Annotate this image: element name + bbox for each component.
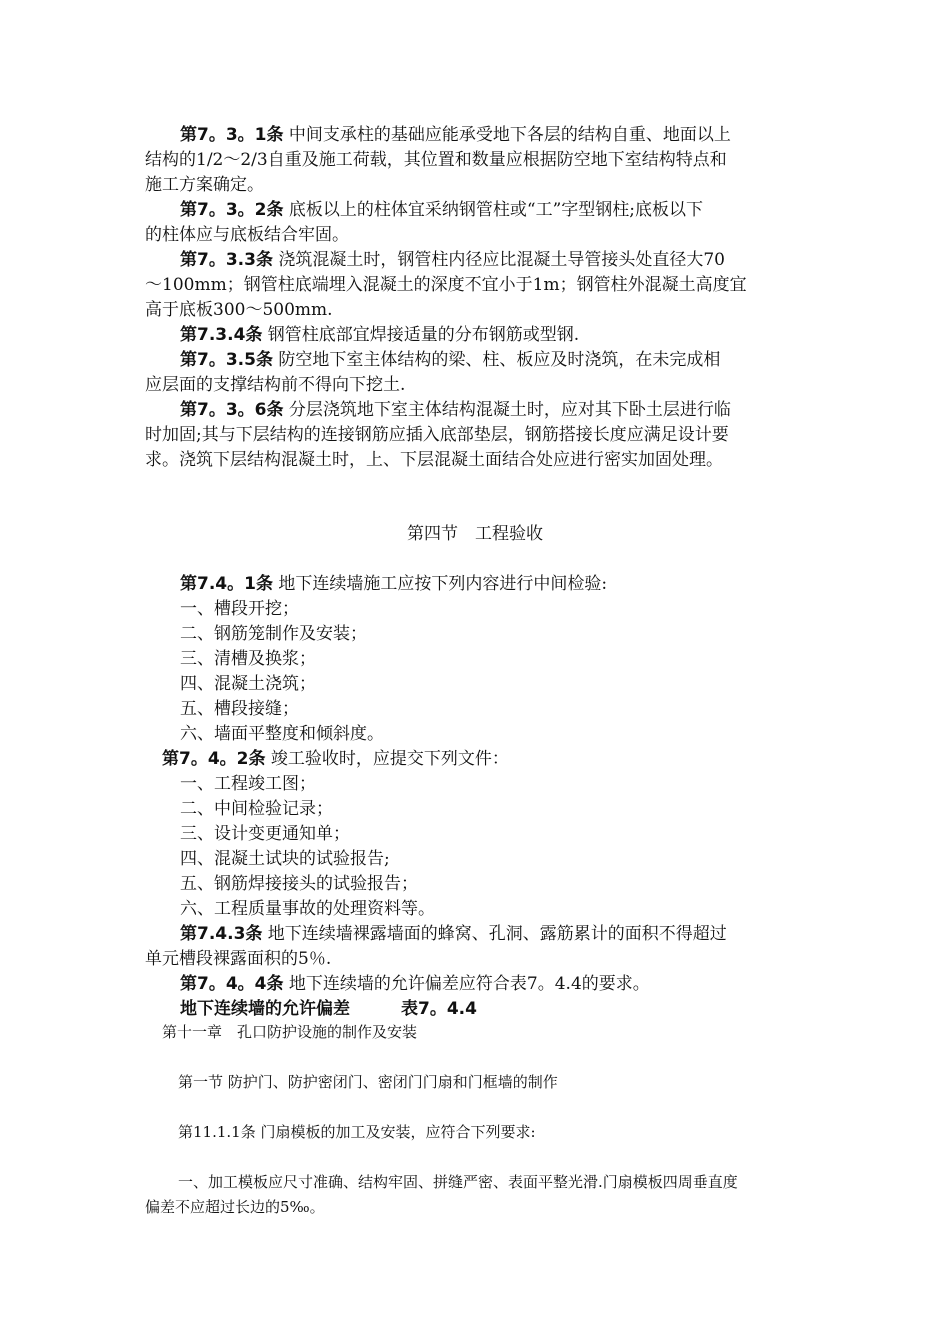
article-7-3-3-line-3: 高于底板300～500mm. <box>145 300 333 320</box>
article-number: 第7。4。4条 <box>180 974 284 994</box>
table-title: 地下连续墙的允许偏差 表7。4.4 <box>180 999 477 1019</box>
requirement-line-2: 偏差不应超过长边的5‰。 <box>145 1198 325 1216</box>
list-item: 五、钢筋焊接接头的试验报告； <box>180 874 418 894</box>
article-text: 防空地下室主体结构的梁、柱、板应及时浇筑，在未完成相 <box>272 350 721 370</box>
article-7-4-1-line-1 <box>180 572 860 597</box>
article-text: 中间支承柱的基础应能承受地下各层的结构自重、地面以上 <box>283 125 731 145</box>
article-7-3-1-line-1 <box>180 123 860 148</box>
list-item: 四、混凝土试块的试验报告; <box>180 849 390 869</box>
article-number: 第7。3.3条 <box>180 250 273 270</box>
chapter-heading: 第十一章 孔口防护设施的制作及安装 <box>162 1023 418 1041</box>
section-heading: 第一节 防护门、防护密闭门、密闭门门扇和门框墙的制作 <box>178 1073 558 1091</box>
list-item: 三、设计变更通知单； <box>180 824 350 844</box>
article-7-3-5-line-2: 应层面的支撑结构前不得向下挖土. <box>145 375 406 395</box>
article-number: 第7。3。2条 <box>180 200 284 220</box>
article-7-3-6-line-1 <box>180 398 860 423</box>
section-heading: 第四节 工程验收 <box>407 524 543 544</box>
article-7-3-1-line-3: 施工方案确定。 <box>145 175 264 195</box>
list-item: 一、槽段开挖； <box>180 599 299 619</box>
list-item: 三、清槽及换浆； <box>180 649 316 669</box>
list-item: 六、墙面平整度和倾斜度。 <box>180 724 384 744</box>
article-7-4-2-line-1 <box>162 747 842 772</box>
article-11-1-1: 第11.1.1条 门扇模板的加工及安装，应符合下列要求: <box>178 1123 536 1141</box>
article-7-4-4-line-1 <box>180 972 860 997</box>
article-text: 地下连续墙施工应按下列内容进行中间检验: <box>272 574 608 594</box>
list-item: 四、混凝土浇筑； <box>180 674 316 694</box>
article-7-3-2-line-1 <box>180 198 860 223</box>
list-item: 二、钢筋笼制作及安装； <box>180 624 367 644</box>
article-7-3-6-line-3: 求。浇筑下层结构混凝土时，上、下层混凝土面结合处应进行密实加固处理。 <box>145 450 723 470</box>
article-7-3-6-line-2: 时加固;其与下层结构的连接钢筋应插入底部垫层，钢筋搭接长度应满足设计要 <box>145 425 729 445</box>
article-text: 地下连续墙裸露墙面的蜂窝、孔洞、露筋累计的面积不得超过 <box>262 924 727 944</box>
article-number: 第7.4。1条 <box>180 574 273 594</box>
article-text: 浇筑混凝土时，钢管柱内径应比混凝土导管接头处直径大70 <box>272 250 725 270</box>
article-7-3-3-line-1 <box>180 248 860 273</box>
requirement-line-1: 一、加工模板应尺寸准确、结构牢固、拼缝严密、表面平整光滑.门扇模板四周垂直度 <box>178 1173 738 1191</box>
article-7-3-5-line-1 <box>180 348 860 373</box>
article-text: 地下连续墙的允许偏差应符合表7。4.4的要求。 <box>283 974 650 994</box>
article-7-3-3-line-2: ～100mm；钢管柱底端埋入混凝土的深度不宜小于1m；钢管柱外混凝土高度宜 <box>145 275 747 295</box>
article-text: 钢管柱底部宜焊接适量的分布钢筋或型钢. <box>262 325 580 345</box>
list-item: 一、工程竣工图； <box>180 774 316 794</box>
article-number: 第7.3.4条 <box>180 325 263 345</box>
article-7-3-2-line-2: 的柱体应与底板结合牢固。 <box>145 225 349 245</box>
article-7-3-4-line-1 <box>180 323 860 348</box>
article-text: 分层浇筑地下室主体结构混凝土时，应对其下卧土层进行临 <box>283 400 731 420</box>
list-item: 六、工程质量事故的处理资料等。 <box>180 899 435 919</box>
article-7-4-3-line-1 <box>180 922 860 947</box>
article-number: 第7。4。2条 <box>162 749 266 769</box>
list-item: 五、槽段接缝； <box>180 699 299 719</box>
list-item: 二、中间检验记录； <box>180 799 333 819</box>
article-number: 第7.4.3条 <box>180 924 263 944</box>
article-number: 第7。3。1条 <box>180 125 284 145</box>
article-number: 第7。3。6条 <box>180 400 284 420</box>
article-text: 底板以上的柱体宜采纳钢管柱或“工”字型钢柱;底板以下 <box>283 200 704 220</box>
article-7-4-3-line-2: 单元槽段裸露面积的5％. <box>145 949 332 969</box>
article-number: 第7。3.5条 <box>180 350 273 370</box>
article-text: 竣工验收时，应提交下列文件： <box>265 749 509 769</box>
article-7-3-1-line-2: 结构的1/2～2/3自重及施工荷载，其位置和数量应根据防空地下室结构特点和 <box>145 150 727 170</box>
